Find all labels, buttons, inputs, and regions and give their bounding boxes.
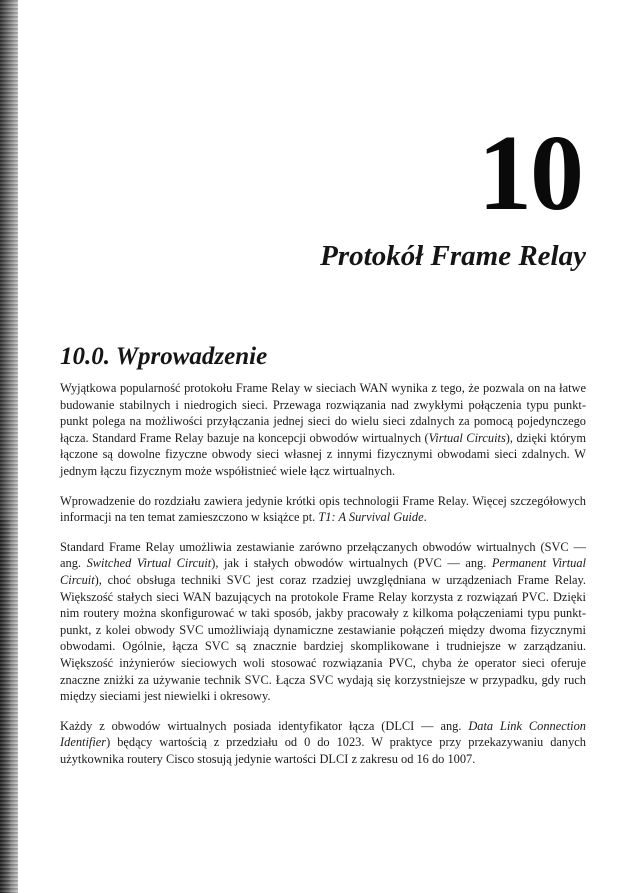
paragraph-3 (60, 539, 586, 705)
paragraph-1-text: Wyjątkowa popularność protokołu Frame Relay w sieciach WAN wynika z tego, że pozwala on na łatwe budowanie stabilnych i niedrogich sieci. Przewaga rozwiązania nad zwykłymi połączenia typu punkt-punkt polega na możliwości przyłączania jednej sieci do wielu sieci zdalnych za pomocą pojedynczego łącza. Standard Frame Relay bazuje na koncepcji obwodów wirtualnych ( (60, 381, 586, 445)
paragraph-3-text-a: Standard Frame Relay umożliwia zestawianie zarówno przełączanych obwodów wirtualnych (SVC — ang. (60, 539, 586, 571)
paragraph-3-text-c: ), choć obsługa techniki SVC jest coraz rzadziej uwzględniana w urządzeniach Frame Relay. Większość stałych sieci WAN bazujących na protokole Frame Relay korzysta z rozwiązań PVC. Dzięki nim routery można skonfigurować w taki sposób, jakby pracowały z kilkoma połączeniami typu punkt-punkt, z kolei obwody SVC umożliwiają dynamiczne zestawianie połączeń między dwoma fizycznymi obwodami. Ogólnie, łącza SVC są znacznie bardziej skomplikowane i trudniejsze w zarządzaniu. Większość inżynierów sieciowych woli stosować rozwiązania PVC, chyba że operator sieci oferuje znaczne zniżki za używanie technik SVC. Łącza SVC wydają się korzystniejsze w przypadku, gdy ruch między sieciami jest niewielki i okresowy. (60, 572, 586, 704)
body-text (60, 380, 586, 780)
paragraph-4 (60, 718, 586, 768)
paragraph-1-text-end: ), dzięki którym łączone są dowolne fizyczne obwody sieci własnej z innymi fizycznymi obwodami sieci zdalnych. W jednym łączu fizycznym może współistnieć wiele łącz wirtualnych. (60, 430, 586, 478)
paragraph-4-text-b: ) będący wartością z przedziału od 0 do 1023. W praktyce przy przekazywaniu danych użytkownika routery Cisco stosują jedynie wartości DLCI z zakresu od 16 do 1007. (60, 735, 586, 766)
paragraph-3-text-b: ), jak i stałych obwodów wirtualnych (PVC — ang. (211, 556, 492, 571)
paragraph-1-emphasis: Virtual Circuits (428, 430, 506, 445)
paragraph-3-emphasis-1: Switched Virtual Circuit (86, 556, 212, 571)
paragraph-4-emphasis: Data Link Connection Identifier (60, 718, 586, 750)
paragraph-2-text: Wprowadzenie do rozdziału zawiera jedynie krótki opis technologii Frame Relay. Więcej szczegółowych informacji na ten temat zamieszczono w książce pt. (60, 493, 586, 525)
chapter-title: Protokół Frame Relay (320, 240, 586, 272)
paragraph-2 (60, 493, 586, 526)
paragraph-3-emphasis-2: Permanent Virtual Circuit (60, 556, 586, 587)
section-title: 10.0. Wprowadzenie (60, 343, 268, 370)
paragraph-1 (60, 380, 586, 480)
paragraph-4-text-a: Każdy z obwodów wirtualnych posiada identyfikator łącza (DLCI — ang. (60, 718, 469, 733)
scan-binding-shadow (0, 520, 10, 893)
paragraph-2-text-end: . (423, 510, 427, 525)
chapter-number: 10 (478, 114, 582, 233)
paragraph-2-emphasis: T1: A Survival Guide (318, 510, 424, 525)
